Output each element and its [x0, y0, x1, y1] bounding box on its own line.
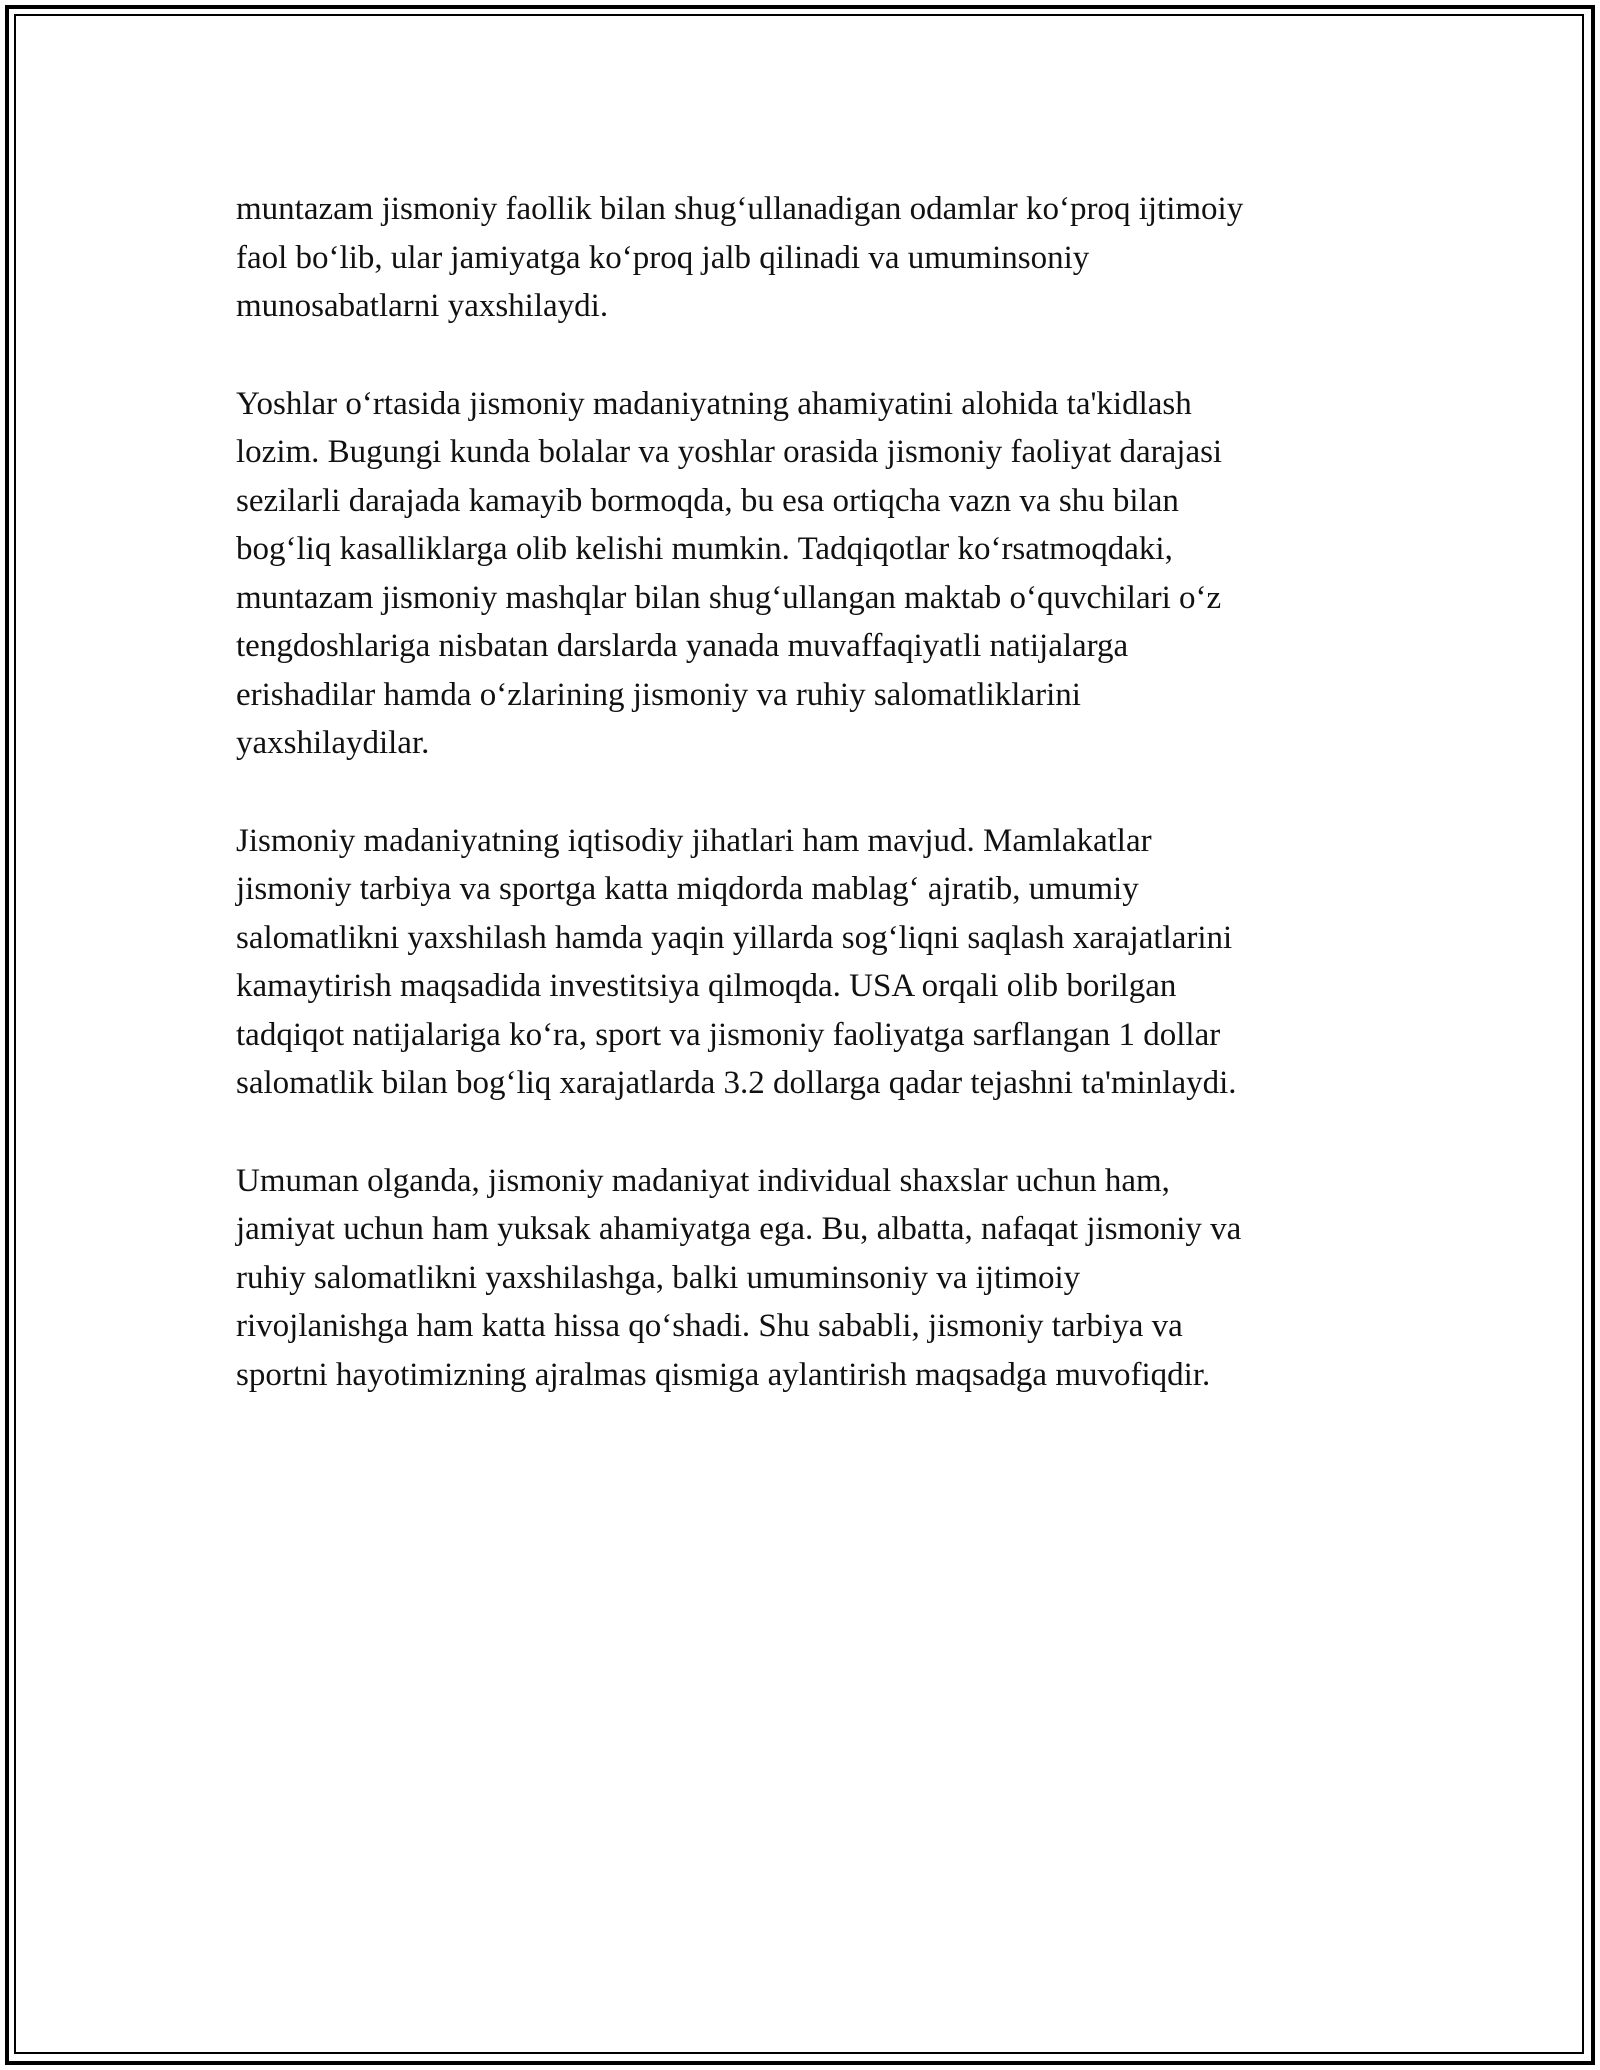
text-line: salomatlikni yaxshilash hamda yaqin yillarda sog‘liqni saqlash xarajatlarini [236, 919, 1233, 956]
paragraph-2 [236, 380, 1366, 768]
text-line: kamaytirish maqsadida investitsiya qilmoqda. USA orqali olib borilgan [236, 968, 1177, 1004]
paragraph-1 [236, 185, 1366, 331]
text-line: jamiyat uchun ham yuksak ahamiyatga ega. Bu, albatta, nafaqat jismoniy va [236, 1211, 1242, 1247]
text-line: Umuman olganda, jismoniy madaniyat individual shaxslar uchun ham, [236, 1162, 1170, 1199]
text-line: lozim. Bugungi kunda bolalar va yoshlar orasida jismoniy faoliyat darajasi [236, 434, 1223, 470]
text-line: Jismoniy madaniyatning iqtisodiy jihatlari ham mavjud. Mamlakatlar [236, 822, 1152, 859]
text-line: munosabatlarni yaxshilaydi. [236, 288, 609, 324]
text-line: sezilarli darajada kamayib bormoqda, bu esa ortiqcha vazn va shu bilan [236, 482, 1179, 519]
text-line: ruhiy salomatlikni yaxshilashga, balki umuminsoniy va ijtimoiy [236, 1259, 1081, 1296]
text-line: faol bo‘lib, ular jamiyatga ko‘proq jalb qilinadi va umuminsoniy [236, 239, 1090, 276]
text-line: jismoniy tarbiya va sportga katta miqdorda mablag‘ ajratib, umumiy [236, 871, 1139, 907]
text-line: muntazam jismoniy mashqlar bilan shug‘ullangan maktab o‘quvchilari o‘z [236, 579, 1222, 616]
text-line: Yoshlar o‘rtasida jismoniy madaniyatning ahamiyatini alohida ta'kidlash [236, 385, 1192, 422]
text-line: erishadilar hamda o‘zlarining jismoniy va ruhiy salomatliklarini [236, 676, 1081, 713]
text-line: tengdoshlariga nisbatan darslarda yanada muvaffaqiyatli natijalarga [236, 628, 1129, 664]
text-line: sportni hayotimizning ajralmas qismiga aylantirish maqsadga muvofiqdir. [236, 1356, 1211, 1393]
text-line: yaxshilaydilar. [236, 725, 430, 761]
text-line: muntazam jismoniy faollik bilan shug‘ullanadigan odamlar ko‘proq ijtimoiy [236, 191, 1244, 227]
paragraph-3 [236, 817, 1366, 1108]
text-line: bog‘liq kasalliklarga olib kelishi mumkin. Tadqiqotlar ko‘rsatmoqdaki, [236, 531, 1173, 567]
text-line: rivojlanishga ham katta hissa qo‘shadi. Shu sababli, jismoniy tarbiya va [236, 1308, 1183, 1344]
text-line: salomatlik bilan bog‘liq xarajatlarda 3.2 dollarga qadar tejashni ta'minlaydi. [236, 1065, 1237, 1101]
paragraph-4 [236, 1157, 1366, 1400]
text-line: tadqiqot natijalariga ko‘ra, sport va jismoniy faoliyatga sarflangan 1 dollar [236, 1016, 1221, 1053]
document-body [236, 185, 1366, 1448]
